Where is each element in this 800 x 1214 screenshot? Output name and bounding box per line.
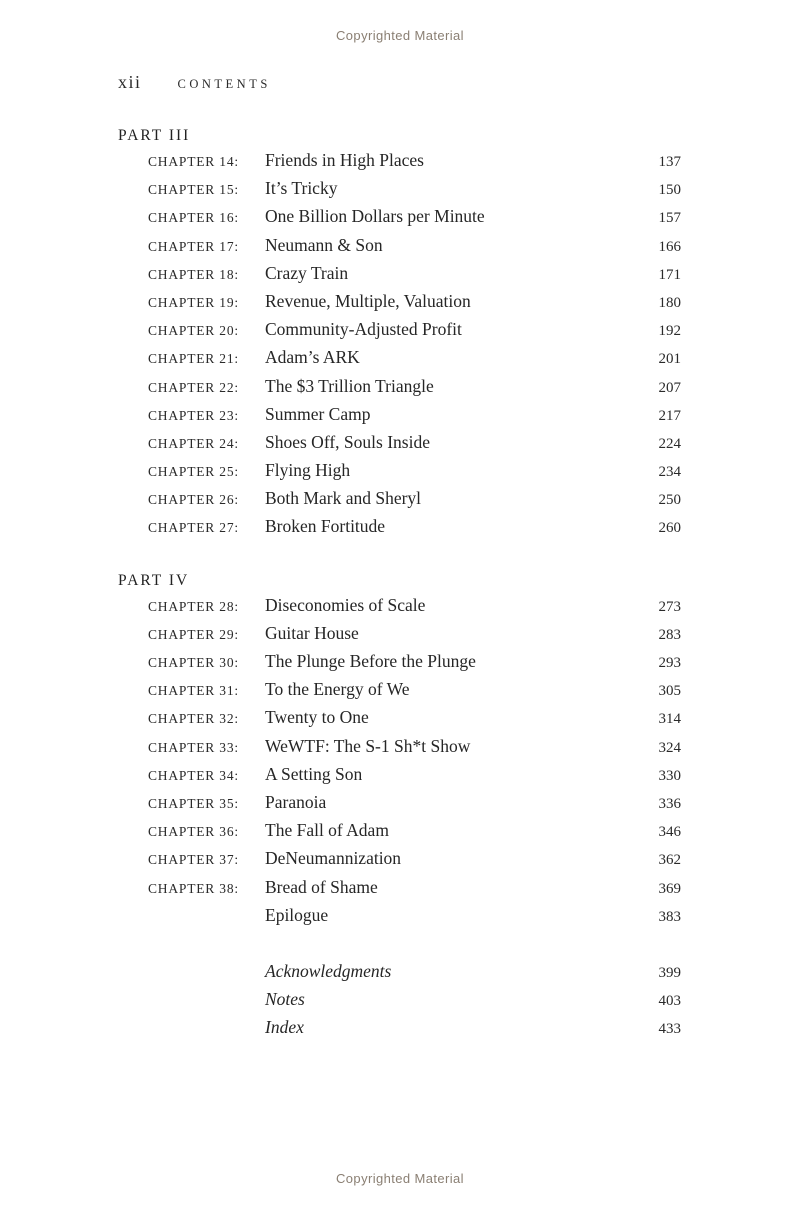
chapter-page-number: 293 xyxy=(658,655,681,671)
chapter-label: CHAPTER 30: xyxy=(148,655,239,670)
chapter-title: The Plunge Before the Plunge xyxy=(265,651,476,671)
chapter-page-number: 217 xyxy=(658,407,681,424)
chapter-label: CHAPTER 19: xyxy=(148,294,239,310)
chapter-page-number: 305 xyxy=(658,683,681,700)
toc-entry xyxy=(118,404,681,432)
chapter-title: It’s Tricky xyxy=(265,178,338,199)
chapter-title: Diseconomies of Scale xyxy=(265,594,426,615)
chapter-title: DeNeumannization xyxy=(265,848,402,869)
chapter-page-number: 207 xyxy=(658,379,681,396)
toc-entry xyxy=(118,432,681,460)
chapter-title: Summer Camp xyxy=(265,403,371,424)
chapter-title: Guitar House xyxy=(265,622,359,643)
chapter-page-number: 224 xyxy=(658,435,681,452)
chapter-title: Adam’s ARK xyxy=(265,347,360,368)
chapter-title: The $3 Trillion Triangle xyxy=(265,375,434,396)
toc-entry xyxy=(118,905,681,933)
chapter-page-number: 330 xyxy=(658,767,681,784)
chapter-page-number: 171 xyxy=(658,266,681,283)
chapter-label: CHAPTER 16: xyxy=(148,210,239,226)
part-heading: PART IV xyxy=(118,571,190,589)
toc-entry xyxy=(118,376,681,404)
chapter-title: A Setting Son xyxy=(265,763,363,784)
chapter-title: Paranoia xyxy=(265,791,327,812)
toc-entry xyxy=(118,150,681,178)
chapter-label: CHAPTER 26: xyxy=(148,492,239,508)
chapter-title: Crazy Train xyxy=(265,262,349,283)
copyright-notice-bottom: Copyrighted Material xyxy=(336,1171,464,1186)
chapter-label: CHAPTER 15: xyxy=(148,182,239,198)
chapter-label: CHAPTER 31: xyxy=(148,683,239,699)
chapter-label: CHAPTER 32: xyxy=(148,711,239,727)
chapter-page-number: 157 xyxy=(658,210,681,227)
chapter-title: Neumann & Son xyxy=(265,234,383,255)
page-header xyxy=(118,72,271,93)
chapter-label: CHAPTER 23: xyxy=(148,407,239,423)
chapter-page-number: 399 xyxy=(658,964,681,981)
chapter-page-number: 283 xyxy=(658,626,681,643)
table-of-contents xyxy=(118,100,681,1045)
toc-entry xyxy=(118,679,681,707)
back-matter xyxy=(118,961,681,1046)
running-head: CONTENTS xyxy=(177,77,271,91)
chapter-page-number: 137 xyxy=(658,154,681,170)
chapter-page-number: 403 xyxy=(658,993,681,1010)
chapter-title: Twenty to One xyxy=(265,707,369,728)
chapter-page-number: 324 xyxy=(658,739,681,756)
chapter-page-number: 150 xyxy=(658,182,681,199)
chapter-title: Both Mark and Sheryl xyxy=(265,488,422,509)
chapter-label: CHAPTER 17: xyxy=(148,238,239,254)
chapter-label: CHAPTER 37: xyxy=(148,852,239,868)
folio-page-number: xii xyxy=(118,72,142,92)
chapter-title: To the Energy of We xyxy=(265,679,410,700)
chapter-title: Shoes Off, Souls Inside xyxy=(265,431,430,452)
chapter-title: Epilogue xyxy=(265,904,329,925)
toc-entry xyxy=(118,206,681,234)
toc-entry xyxy=(118,235,681,263)
chapter-title: WeWTF: The S-1 Sh*t Show xyxy=(265,735,471,756)
chapter-title: Bread of Shame xyxy=(265,876,378,897)
chapter-label: CHAPTER 28: xyxy=(148,598,239,614)
chapter-label: CHAPTER 18: xyxy=(148,266,239,282)
chapter-page-number: 336 xyxy=(658,795,681,812)
chapter-label: CHAPTER 14: xyxy=(148,154,239,169)
chapter-page-number: 362 xyxy=(658,852,681,869)
toc-entry xyxy=(118,961,681,989)
toc-entry xyxy=(118,595,681,623)
toc-entry xyxy=(118,736,681,764)
chapter-title: Revenue, Multiple, Valuation xyxy=(265,290,471,311)
toc-entry xyxy=(118,651,681,679)
toc-entry xyxy=(118,178,681,206)
chapter-title: Notes xyxy=(265,989,305,1010)
chapter-page-number: 250 xyxy=(658,492,681,509)
toc-entry xyxy=(118,623,681,651)
chapter-title: Index xyxy=(265,1017,304,1038)
chapter-page-number: 180 xyxy=(658,294,681,311)
chapter-label: CHAPTER 33: xyxy=(148,739,239,755)
toc-entry xyxy=(118,877,681,905)
chapter-page-number: 234 xyxy=(658,464,681,481)
copyright-notice-top: Copyrighted Material xyxy=(336,28,464,43)
chapter-label: CHAPTER 36: xyxy=(148,824,239,840)
chapter-page-number: 383 xyxy=(658,908,681,925)
chapter-page-number: 346 xyxy=(658,824,681,841)
chapter-title: Acknowledgments xyxy=(265,960,392,981)
toc-entry xyxy=(118,516,681,544)
chapter-title: Friends in High Places xyxy=(265,150,424,170)
chapter-label: CHAPTER 38: xyxy=(148,880,239,896)
chapter-title: One Billion Dollars per Minute xyxy=(265,206,485,227)
toc-entry xyxy=(118,488,681,516)
toc-entry xyxy=(118,820,681,848)
toc-entry xyxy=(118,848,681,876)
chapter-label: CHAPTER 29: xyxy=(148,626,239,642)
chapter-page-number: 166 xyxy=(658,238,681,255)
chapter-title: Flying High xyxy=(265,460,351,481)
toc-entry xyxy=(118,764,681,792)
toc-entry xyxy=(118,263,681,291)
chapter-label: CHAPTER 20: xyxy=(148,323,239,339)
toc-entry xyxy=(118,989,681,1017)
chapter-label: CHAPTER 35: xyxy=(148,795,239,811)
chapter-page-number: 433 xyxy=(658,1021,681,1038)
chapter-page-number: 314 xyxy=(658,711,681,728)
chapter-page-number: 273 xyxy=(658,598,681,615)
toc-parts xyxy=(118,122,681,933)
chapter-label: CHAPTER 27: xyxy=(148,520,239,536)
toc-entry xyxy=(118,1017,681,1045)
chapter-title: The Fall of Adam xyxy=(265,820,389,841)
part-heading: PART III xyxy=(118,127,191,144)
chapter-page-number: 369 xyxy=(658,880,681,897)
chapter-label: CHAPTER 24: xyxy=(148,435,239,451)
chapter-page-number: 192 xyxy=(658,323,681,340)
chapter-label: CHAPTER 34: xyxy=(148,767,239,783)
chapter-title: Community-Adjusted Profit xyxy=(265,319,462,340)
chapter-page-number: 201 xyxy=(658,351,681,368)
toc-entry xyxy=(118,291,681,319)
chapter-label: CHAPTER 21: xyxy=(148,351,239,367)
chapter-label: CHAPTER 25: xyxy=(148,464,239,480)
toc-entry xyxy=(118,460,681,488)
chapter-title: Broken Fortitude xyxy=(265,516,386,537)
chapter-page-number: 260 xyxy=(658,520,681,537)
toc-entry xyxy=(118,347,681,375)
toc-entry xyxy=(118,319,681,347)
toc-entry xyxy=(118,707,681,735)
chapter-label: CHAPTER 22: xyxy=(148,379,239,395)
toc-entry xyxy=(118,792,681,820)
